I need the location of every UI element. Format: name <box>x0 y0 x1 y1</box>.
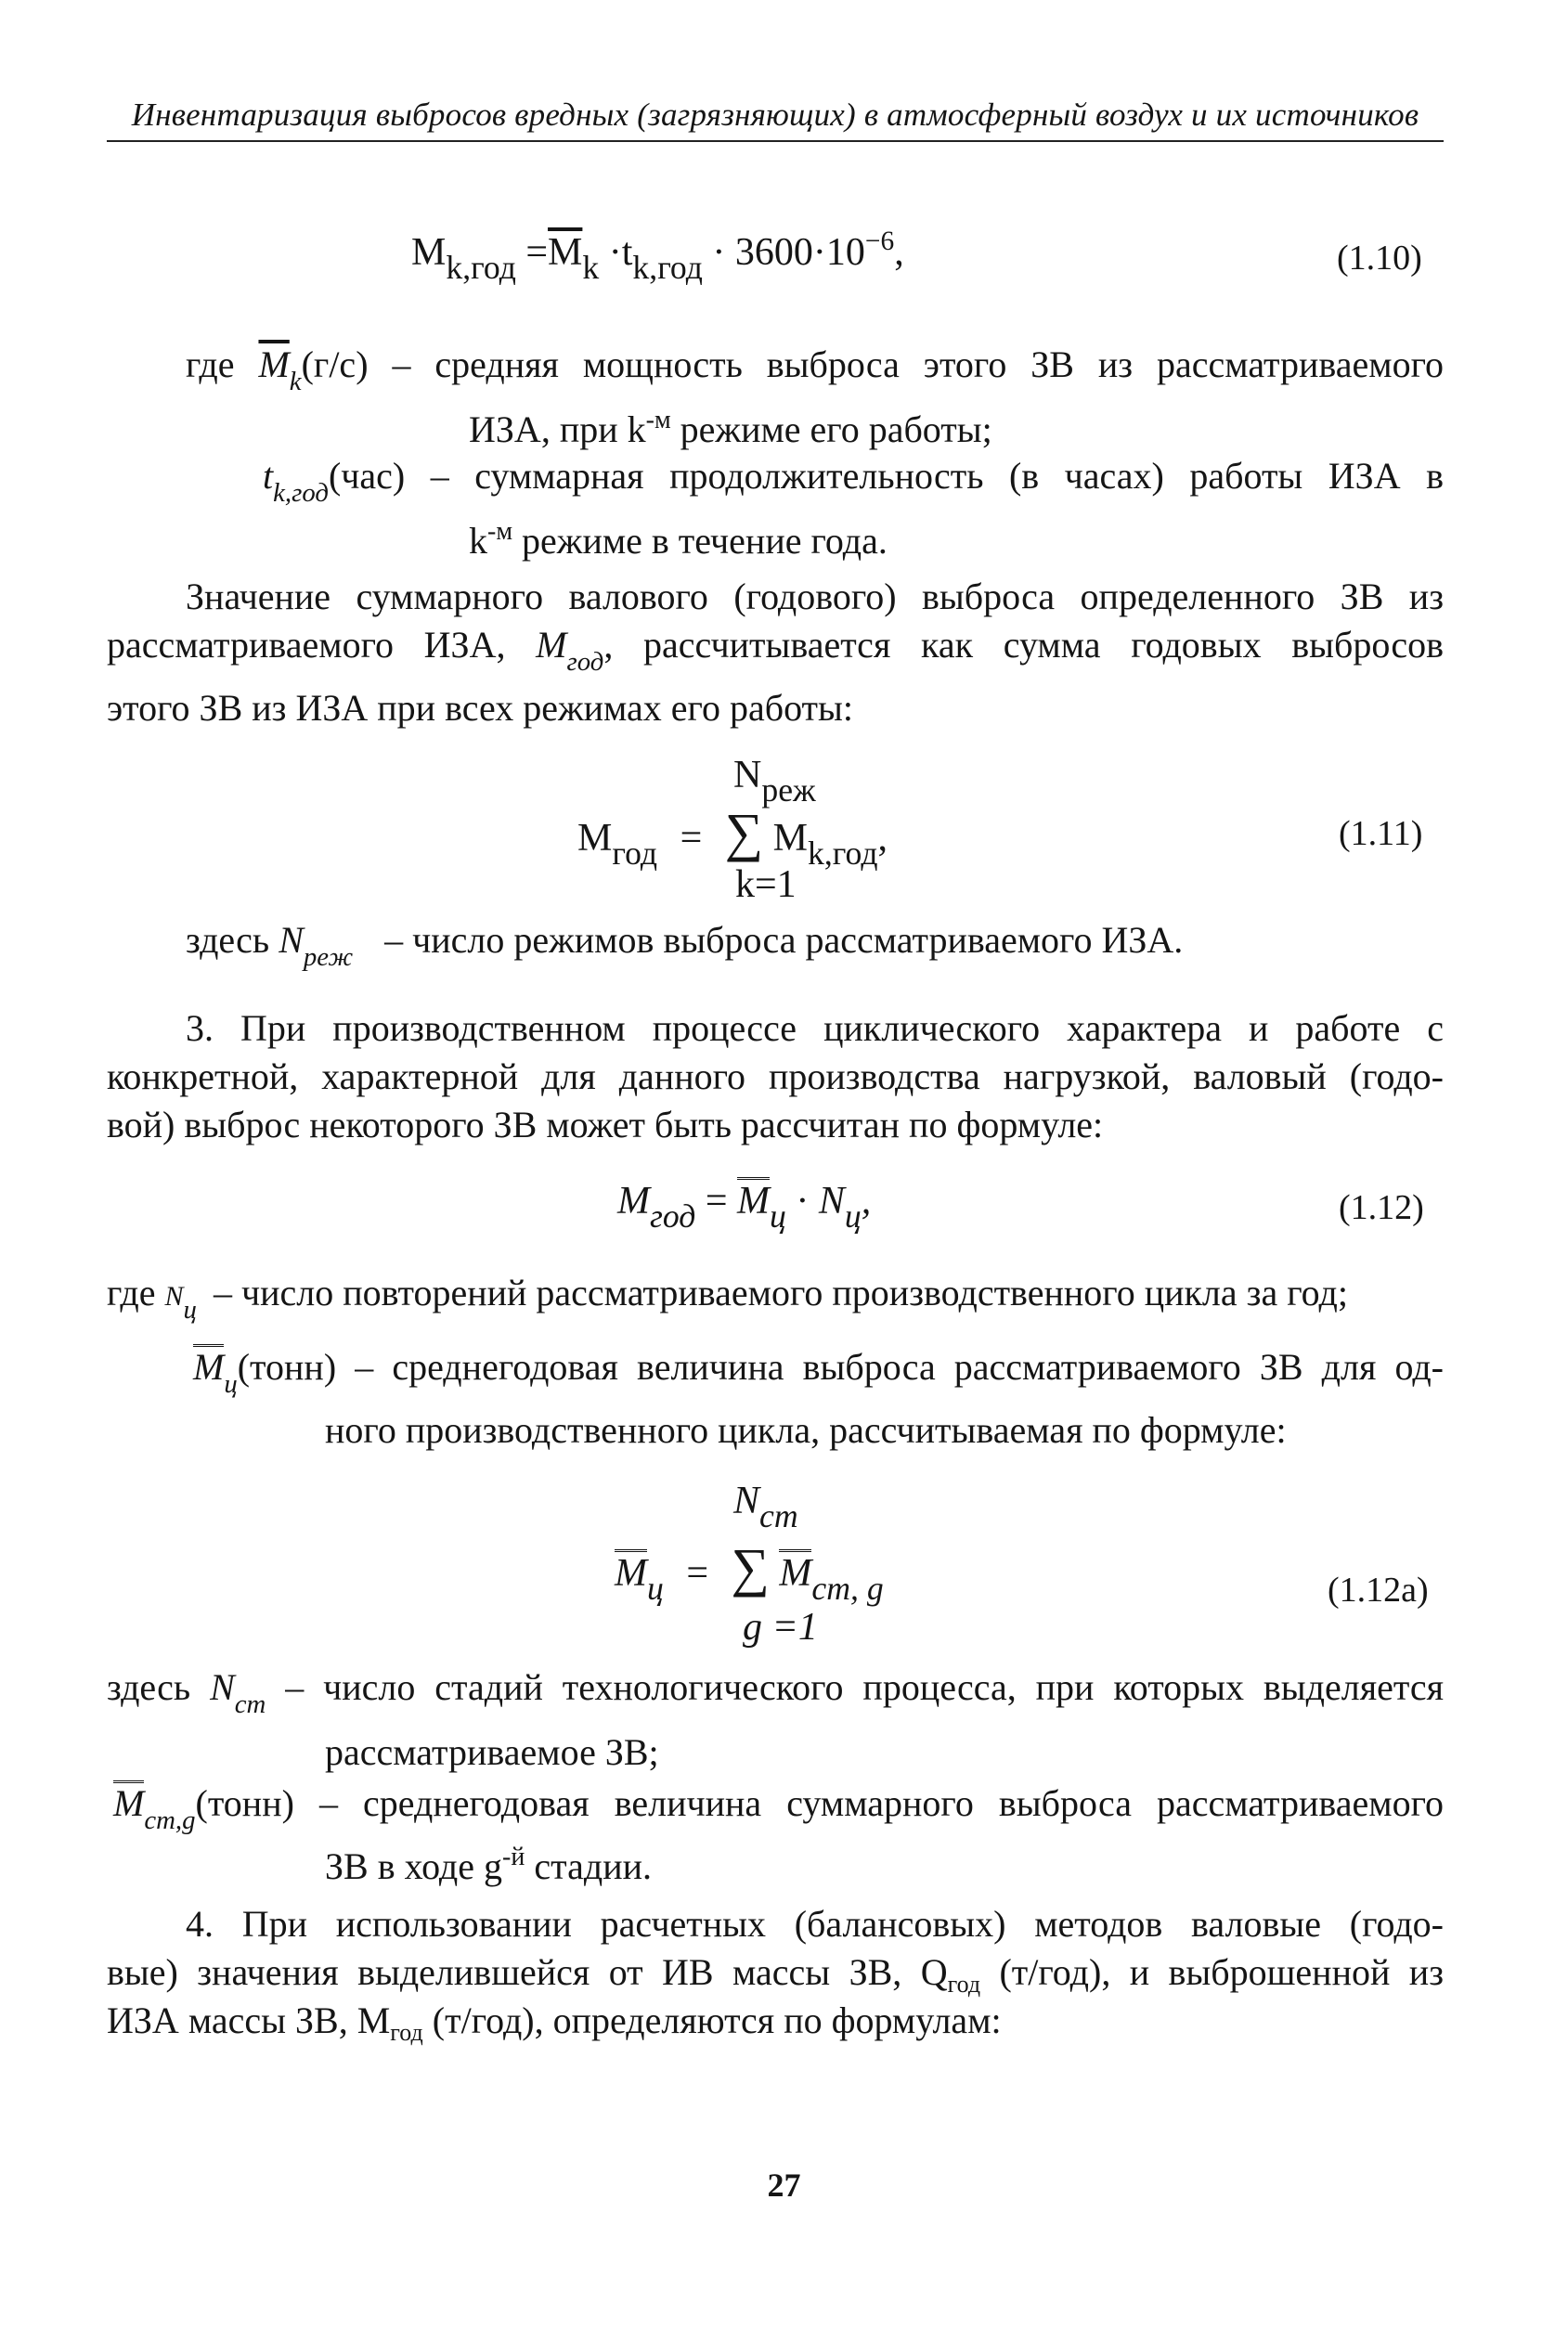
definition-tk-line2: $k^{-м}$ режиме в течение года. <box>469 516 888 562</box>
paragraph-balance-line2: вые) значения выделившейся от ИВ массы ЗВ, Qгод (т/год), и выброшенной из <box>107 1951 1445 1998</box>
definition-mcmg-line1: $M_{cm,g}(тонн)$ – среднегодовая величина суммарного выброса рассматриваемого <box>113 1782 1445 1836</box>
equation-number-1-12: (1.12) <box>1339 1188 1424 1227</box>
paragraph-cyclic-line2: конкретной, характерной для данного производства нагрузкой, валовый (годо- <box>107 1055 1444 1097</box>
equation-1-12a-lower: g =1 <box>743 1606 818 1649</box>
equation-1-12: Mгод = Mц · Nц, <box>617 1177 871 1225</box>
definition-nc: где $N_ц$ – число повторений рассматриваемого производственного цикла за год; <box>107 1272 1348 1326</box>
paragraph-balance-line3: ИЗА массы ЗВ, Mгод (т/год), определяются по формулам: <box>107 1999 1002 2046</box>
definition-mc-line2: ного производственного цикла, рассчитываемая по формуле: <box>325 1409 1287 1451</box>
paragraph-cyclic-line3: вой) выброс некоторого ЗВ может быть рассчитан по формуле: <box>107 1104 1104 1145</box>
note-ncm-line2: рассматриваемое ЗВ; <box>325 1731 659 1773</box>
note-ncm-line1: здесь $N_{cm}$ – число стадий технологического процесса, при которых выделяется <box>107 1666 1445 1720</box>
equation-1-12a-main: Mц = ∑ Mcm, g <box>615 1537 884 1607</box>
equation-1-11-lower: k=1 <box>735 863 797 906</box>
equation-1-11-upper: Nреж <box>733 754 816 809</box>
running-header: Инвентаризация выбросов вредных (загрязняющих) в атмосферный воздух и их источников <box>107 94 1444 142</box>
sigma-symbol: ∑ <box>724 802 764 862</box>
equation-number-1-11: (1.11) <box>1339 814 1423 853</box>
note-nrezh: здесь $N_{реж}$ – число режимов выброса рассматриваемого ИЗА. <box>186 919 1184 973</box>
equation-1-10: $Mk,год =\overline{M}k \cdot tk,год \cdot 3600\cdot 10^{-6}$, <box>411 226 904 286</box>
equation-number-1-12a: (1.12а) <box>1328 1571 1429 1610</box>
paragraph-annual-emission-line3: этого ЗВ из ИЗА при всех режимах его работы: <box>107 687 854 729</box>
paragraph-balance-line1: 4. При использовании расчетных (балансовых) методов валовые (годо- <box>186 1903 1444 1945</box>
definition-mk-line2: ИЗА, при $k^{-м}$ режиме его работы; <box>469 405 992 450</box>
paragraph-annual-emission-line1: Значение суммарного валового (годового) выброса определенного ЗВ из <box>186 576 1444 617</box>
definition-mc-line1: $M_ц(тонн)$ – среднегодовая величина выброса рассматриваемого ЗВ для од- <box>193 1346 1444 1400</box>
page-number: 27 <box>767 2167 801 2204</box>
definition-tk-line1: $t_{k,год}(час)$ – суммарная продолжительность (в часах) работы ИЗА в <box>263 455 1444 509</box>
definition-mcmg-line2: ЗВ в ходе $g^{-й}$ стадии. <box>325 1842 652 1887</box>
equation-1-11-main: Mгод = ∑ Mk,год, <box>577 802 888 872</box>
sigma-symbol: ∑ <box>731 1537 770 1598</box>
equation-number-1-10: (1.10) <box>1337 239 1422 278</box>
definition-mk-line1: где $\overline{M}_k(г/с)$ – средняя мощность выброса этого ЗВ из рассматриваемого <box>186 343 1445 397</box>
paragraph-cyclic-line1: 3. При производственном процессе циклического характера и работе с <box>186 1007 1444 1049</box>
equation-1-12a-upper: Ncm <box>733 1480 798 1534</box>
paragraph-annual-emission-line2: рассматриваемого ИЗА, $M_{год}$, рассчитывается как сумма годовых выбросов <box>107 624 1445 678</box>
